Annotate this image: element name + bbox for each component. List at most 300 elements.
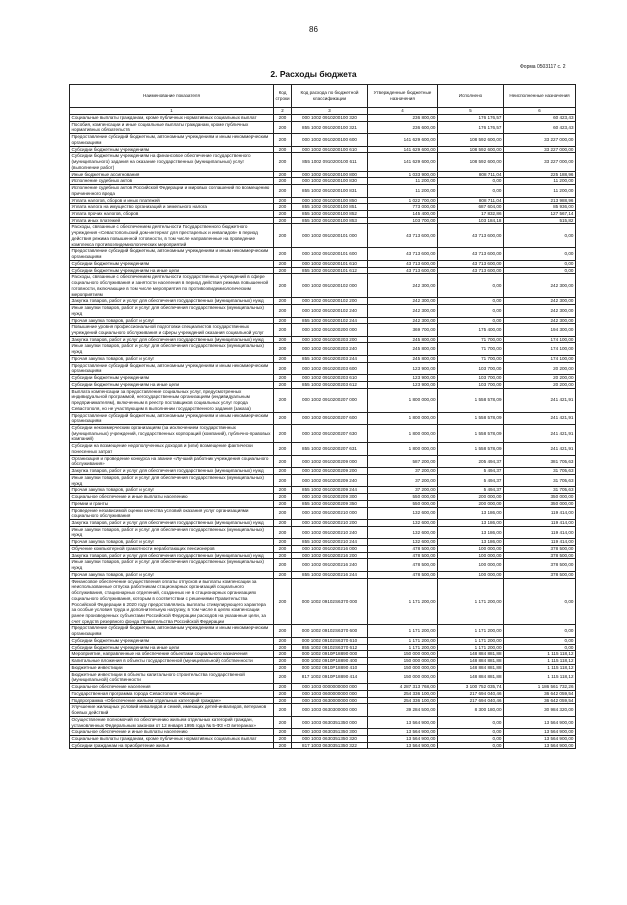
table-row (70, 115, 576, 122)
row-expense-code: 000 1002 0910200101 610 (292, 260, 368, 267)
row-unexecuted: 0,00 (504, 248, 576, 260)
row-unexecuted: 1 115 118,12 (504, 664, 576, 671)
row-name: Субсидии некоммерческим организациям (за исключением государственных (муниципальных) учреждений, государственных корпораций (компаний), публично-правовых компаний) (70, 424, 274, 442)
table-row (70, 487, 576, 494)
row-approved: 103 700,00 (368, 217, 438, 224)
row-name: Социальное обеспечение и иные выплаты населению (70, 494, 274, 501)
row-expense-code: 855 1002 0910200216 244 (292, 571, 368, 578)
row-executed: 200 000,00 (438, 500, 504, 507)
row-name: Иные закупки товаров, работ и услуг для обеспечения государственных (муниципальных) нужд (70, 526, 274, 538)
row-expense-code: 000 1002 0910200210 000 (292, 507, 368, 519)
row-name: Закупка товаров, работ и услуг для обеспечения государственных (муниципальных) нужд (70, 336, 274, 343)
row-approved: 1 022 700,00 (368, 197, 438, 204)
row-approved: 1 171 200,00 (368, 625, 438, 637)
row-name: Предоставление субсидий бюджетным, автономным учреждениям и иным некоммерческим организациям (70, 412, 274, 424)
row-name: Обучение компьютерной грамотности неработающих пенсионеров (70, 545, 274, 552)
row-expense-code: 000 1002 0910200216 200 (292, 552, 368, 559)
table-row (70, 298, 576, 305)
row-line-code: 200 (274, 267, 292, 274)
row-expense-code: 000 1002 0910Р18890 000 (292, 651, 368, 658)
row-line-code: 200 (274, 412, 292, 424)
row-name: Закупка товаров, работ и услуг для обеспечения государственных (муниципальных) нужд (70, 468, 274, 475)
row-executed: 71 700,00 (438, 336, 504, 343)
row-approved: 236 800,00 (368, 115, 438, 122)
row-expense-code: 000 1002 09102S6370 610 (292, 637, 368, 644)
header-expense-code: Код расхода по бюджетной классификации (292, 85, 368, 108)
row-unexecuted: 33 227 000,00 (504, 134, 576, 146)
table-row (70, 552, 576, 559)
row-executed: 8 300 180,00 (438, 704, 504, 716)
row-unexecuted: 194 300,00 (504, 324, 576, 336)
row-expense-code: 000 1002 0910200102 200 (292, 298, 368, 305)
row-unexecuted: 0,00 (504, 260, 576, 267)
row-expense-code: 000 1002 0910200207 600 (292, 412, 368, 424)
row-line-code: 200 (274, 637, 292, 644)
row-executed: 200 000,00 (438, 494, 504, 501)
table-row (70, 494, 576, 501)
row-expense-code: 000 1002 0910200203 610 (292, 375, 368, 382)
row-unexecuted: 0,00 (504, 578, 576, 625)
table-row (70, 217, 576, 224)
row-approved: 150 000 000,00 (368, 658, 438, 665)
table-row (70, 520, 576, 527)
row-approved: 123 900,00 (368, 381, 438, 388)
row-executed: 808 711,04 (438, 197, 504, 204)
row-expense-code: 000 1002 0910200102 000 (292, 274, 368, 298)
row-expense-code: 000 1002 0910200209 000 (292, 455, 368, 467)
row-executed: 100 000,00 (438, 571, 504, 578)
row-unexecuted: 1 186 561 732,26 (504, 684, 576, 691)
table-row (70, 274, 576, 298)
row-name: Закупка товаров, работ и услуг для обеспечения государственных (муниципальных) нужд (70, 552, 274, 559)
header-indicator-name: Наименование показателя (70, 85, 274, 108)
row-line-code: 200 (274, 671, 292, 683)
row-expense-code: 000 1002 0910200100 830 (292, 178, 368, 185)
row-executed: 1 171 200,00 (438, 637, 504, 644)
row-expense-code: 855 1002 0910200203 244 (292, 355, 368, 362)
row-name: Финансовое обеспечение осуществления оплаты отпусков и выплаты компенсации за неиспользованные отпуска работникам стационарных организаций социального обслуживания, стационарных отделений, созданных не в стационарных организациях социального обслуживания, которым в соответствии с решениями Правительства Российской Федерации в 2020 году предоставлялись выплаты стимулирующего характера за особые условия труда и дополнительную нагрузку, в том числе в целях компенсации ранее произведенных субъектами Российской Федерации расходов на указанные цели, за счет средств резервного фонда Правительства Российской Федерации (70, 578, 274, 625)
row-expense-code: 000 1003 0630351350 320 (292, 735, 368, 742)
row-name: Организация и проведение конкурса на звание «Лучший работник учреждения социального обслуживания» (70, 455, 274, 467)
row-unexecuted: 33 227 000,00 (504, 153, 576, 171)
row-expense-code: 000 1002 09102S6370 000 (292, 578, 368, 625)
row-executed: 0,00 (438, 178, 504, 185)
row-approved: 43 713 600,00 (368, 224, 438, 248)
row-approved: 132 600,00 (368, 539, 438, 546)
row-executed: 0,00 (438, 274, 504, 298)
row-unexecuted: 13 564 900,00 (504, 729, 576, 736)
row-line-code: 200 (274, 494, 292, 501)
row-expense-code: 855 1002 0910200100 321 (292, 121, 368, 133)
row-executed: 1 558 578,09 (438, 443, 504, 455)
row-unexecuted: 241 421,91 (504, 443, 576, 455)
row-name: Социальные выплаты гражданам, кроме публичных нормативных социальных выплат (70, 115, 274, 122)
table-row (70, 146, 576, 153)
row-name: Иные бюджетные ассигнования (70, 171, 274, 178)
row-approved: 478 500,00 (368, 545, 438, 552)
row-expense-code: 855 1002 0910200100 851 (292, 204, 368, 211)
row-expense-code: 855 1002 0910200100 852 (292, 211, 368, 218)
row-expense-code: 855 1002 0910200207 631 (292, 443, 368, 455)
row-executed: 5 494,37 (438, 487, 504, 494)
row-approved: 43 713 600,00 (368, 267, 438, 274)
row-name: Иные закупки товаров, работ и услуг для обеспечения государственных (муниципальных) нужд (70, 474, 274, 486)
row-approved: 254 336 100,00 (368, 690, 438, 697)
row-unexecuted: 36 642 059,54 (504, 690, 576, 697)
row-approved: 1 800 000,00 (368, 412, 438, 424)
column-number: 6 (504, 108, 576, 115)
row-executed: 175 400,00 (438, 324, 504, 336)
row-approved: 245 800,00 (368, 336, 438, 343)
row-approved: 550 000,00 (368, 494, 438, 501)
row-name: Бюджетные инвестиции в объекты капитального строительства государственной (муниципальной) собственности (70, 671, 274, 683)
header-unexecuted: Неисполненные назначения (504, 85, 576, 108)
row-name: Субсидии бюджетным учреждениям (70, 260, 274, 267)
row-expense-code: 000 1002 0910200100 610 (292, 146, 368, 153)
row-line-code: 200 (274, 362, 292, 374)
row-approved: 150 000 000,00 (368, 651, 438, 658)
row-unexecuted: 11 200,00 (504, 185, 576, 197)
row-line-code: 200 (274, 424, 292, 442)
row-name: Иные закупки товаров, работ и услуг для обеспечения государственных (муниципальных) нужд (70, 559, 274, 571)
row-line-code: 200 (274, 658, 292, 665)
table-row (70, 248, 576, 260)
row-executed: 1 558 578,09 (438, 388, 504, 412)
row-name: Субсидии бюджетным учреждениям на финансовое обеспечение государственного (муниципального) задания на оказание государственных (муниципальных) услуг (выполнение работ) (70, 153, 274, 171)
row-line-code: 200 (274, 704, 292, 716)
row-approved: 1 800 000,00 (368, 388, 438, 412)
row-approved: 37 200,00 (368, 474, 438, 486)
row-name: Социальное обеспечение и иные выплаты населению (70, 729, 274, 736)
row-expense-code: 000 1002 0910200210 240 (292, 526, 368, 538)
table-row (70, 637, 576, 644)
table-row (70, 559, 576, 571)
row-unexecuted: 119 414,00 (504, 526, 576, 538)
row-unexecuted: 31 705,63 (504, 468, 576, 475)
row-line-code: 200 (274, 211, 292, 218)
expenses-table (69, 84, 576, 749)
row-approved: 587 200,00 (368, 455, 438, 467)
row-approved: 1 171 200,00 (368, 578, 438, 625)
table-row (70, 664, 576, 671)
row-line-code: 200 (274, 260, 292, 267)
table-row (70, 735, 576, 742)
row-line-code: 200 (274, 324, 292, 336)
row-approved: 11 200,00 (368, 178, 438, 185)
row-unexecuted: 378 500,00 (504, 559, 576, 571)
row-name: Социальное обеспечение населения (70, 684, 274, 691)
column-number: 3 (292, 108, 368, 115)
row-approved: 150 000 000,00 (368, 671, 438, 683)
row-unexecuted: 119 414,00 (504, 520, 576, 527)
row-name: Субсидии бюджетным учреждениям на иные цели (70, 267, 274, 274)
table-row (70, 211, 576, 218)
table-row (70, 362, 576, 374)
table-row (70, 178, 576, 185)
table-body (70, 115, 576, 749)
column-number: 5 (438, 108, 504, 115)
row-expense-code: 817 1002 0910Р18890 414 (292, 671, 368, 683)
row-approved: 254 336 100,00 (368, 697, 438, 704)
row-unexecuted: 0,00 (504, 267, 576, 274)
table-row (70, 571, 576, 578)
row-approved: 150 000 000,00 (368, 664, 438, 671)
row-line-code: 200 (274, 197, 292, 204)
row-approved: 1 800 000,00 (368, 424, 438, 442)
row-executed: 103 700,00 (438, 381, 504, 388)
row-executed: 148 884 881,88 (438, 651, 504, 658)
row-name: Предоставление субсидий бюджетным, автономным учреждениям и иным некоммерческим организациям (70, 625, 274, 637)
row-name: Иные закупки товаров, работ и услуг для обеспечения государственных (муниципальных) нужд (70, 305, 274, 317)
row-unexecuted: 119 414,00 (504, 539, 576, 546)
row-executed: 103 700,00 (438, 375, 504, 382)
table-row (70, 153, 576, 171)
row-line-code: 200 (274, 381, 292, 388)
table-row (70, 651, 576, 658)
row-expense-code: 000 1002 0910Р18890 400 (292, 658, 368, 665)
row-line-code: 200 (274, 305, 292, 317)
row-expense-code: 855 1002 0910200209 244 (292, 487, 368, 494)
row-expense-code: 000 1003 0600000000 000 (292, 690, 368, 697)
row-expense-code: 000 1002 09102S6370 600 (292, 625, 368, 637)
row-executed: 103 184,18 (438, 217, 504, 224)
row-expense-code: 000 1002 0910200100 800 (292, 171, 368, 178)
row-name: Исполнение судебных актов (70, 178, 274, 185)
row-unexecuted: 378 500,00 (504, 552, 576, 559)
row-executed: 217 694 040,46 (438, 697, 504, 704)
row-expense-code: 000 1002 0910200100 600 (292, 134, 368, 146)
row-approved: 37 200,00 (368, 487, 438, 494)
row-line-code: 200 (274, 500, 292, 507)
row-name: Выплата компенсации за предоставление социальных услуг, предусмотренных индивидуальной программой, негосударственным организациям (индивидуальным предпринимателям), включенным в реестр поставщиков социальных услуг города Севастополя, но не участвующим в выполнении государственного задания (заказа) (70, 388, 274, 412)
row-executed: 13 186,00 (438, 526, 504, 538)
row-line-code: 200 (274, 729, 292, 736)
row-approved: 132 600,00 (368, 520, 438, 527)
table-row (70, 671, 576, 683)
table-row (70, 412, 576, 424)
row-approved: 145 400,00 (368, 211, 438, 218)
row-name: Государственная программа города Севастополя «Жилище» (70, 690, 274, 697)
row-unexecuted: 11 200,00 (504, 178, 576, 185)
row-expense-code: 000 1002 0910200101 000 (292, 224, 368, 248)
row-line-code: 200 (274, 684, 292, 691)
row-name: Субсидии на возмещение недополученных доходов и (или) возмещение фактически понесенных затрат (70, 443, 274, 455)
table-row (70, 355, 576, 362)
row-name: Уплата прочих налогов, сборов (70, 211, 274, 218)
row-line-code: 200 (274, 690, 292, 697)
row-executed: 103 700,00 (438, 362, 504, 374)
row-unexecuted: 378 500,00 (504, 571, 576, 578)
row-line-code: 200 (274, 735, 292, 742)
header-row (70, 85, 576, 108)
column-number: 4 (368, 108, 438, 115)
row-executed: 71 700,00 (438, 343, 504, 355)
table-row (70, 388, 576, 412)
row-name: Подпрограмма «Обеспечение жильем отдельных категорий граждан» (70, 697, 274, 704)
row-unexecuted: 213 988,96 (504, 197, 576, 204)
row-name: Прочая закупка товаров, работ и услуг (70, 317, 274, 324)
table-row (70, 224, 576, 248)
row-executed: 100 000,00 (438, 552, 504, 559)
row-executed: 100 000,00 (438, 559, 504, 571)
row-approved: 242 300,00 (368, 317, 438, 324)
row-executed: 43 713 600,00 (438, 224, 504, 248)
table-row (70, 690, 576, 697)
table-row (70, 742, 576, 749)
row-name: Исполнение судебных актов Российской Федерации и мировых соглашений по возмещению причиненного вреда (70, 185, 274, 197)
row-line-code: 200 (274, 224, 292, 248)
row-name: Прочая закупка товаров, работ и услуг (70, 487, 274, 494)
row-name: Пособия, компенсации и иные социальные выплаты гражданам, кроме публичных нормативных обязательств (70, 121, 274, 133)
table-row (70, 545, 576, 552)
row-unexecuted: 241 421,91 (504, 412, 576, 424)
table-row (70, 267, 576, 274)
row-line-code: 200 (274, 571, 292, 578)
row-unexecuted: 242 300,00 (504, 305, 576, 317)
form-label: Форма 0503117 с. 2 (520, 64, 566, 70)
row-name: Субсидии бюджетным учреждениям (70, 637, 274, 644)
header-line-code: Код строки (274, 85, 292, 108)
row-line-code: 200 (274, 375, 292, 382)
row-unexecuted: 241 421,91 (504, 424, 576, 442)
row-unexecuted: 350 000,00 (504, 500, 576, 507)
row-unexecuted: 0,00 (504, 644, 576, 651)
row-name: Прочая закупка товаров, работ и услуг (70, 539, 274, 546)
expenses-table-wrapper (69, 84, 575, 749)
row-approved: 550 000,00 (368, 500, 438, 507)
row-executed: 43 713 600,00 (438, 267, 504, 274)
table-row (70, 336, 576, 343)
row-expense-code: 000 1002 0910200209 300 (292, 494, 368, 501)
row-unexecuted: 378 500,00 (504, 545, 576, 552)
row-approved: 1 171 200,00 (368, 637, 438, 644)
row-name: Субсидии бюджетным учреждениям (70, 375, 274, 382)
row-unexecuted: 174 100,00 (504, 343, 576, 355)
row-name: Проведение независимой оценки качества условий оказания услуг организациями социального обслуживания (70, 507, 274, 519)
row-line-code: 200 (274, 455, 292, 467)
table-row (70, 526, 576, 538)
row-line-code: 200 (274, 204, 292, 211)
table-row (70, 305, 576, 317)
row-expense-code: 000 1002 0910200207 630 (292, 424, 368, 442)
row-line-code: 200 (274, 552, 292, 559)
row-name: Субсидии гражданам на приобретение жилья (70, 742, 274, 749)
row-expense-code: 000 1002 0910200100 320 (292, 115, 368, 122)
row-executed: 0,00 (438, 317, 504, 324)
row-line-code: 200 (274, 443, 292, 455)
row-executed: 687 604,00 (438, 204, 504, 211)
row-unexecuted: 31 705,63 (504, 474, 576, 486)
row-name: Прочая закупка товаров, работ и услуг (70, 355, 274, 362)
row-name: Капитальные вложения в объекты государственной (муниципальной) собственности (70, 658, 274, 665)
row-line-code: 200 (274, 178, 292, 185)
row-executed: 13 186,00 (438, 507, 504, 519)
row-executed: 5 494,37 (438, 468, 504, 475)
row-expense-code: 000 1002 0910200100 850 (292, 197, 368, 204)
row-approved: 242 300,00 (368, 274, 438, 298)
row-name: Уплата иных платежей (70, 217, 274, 224)
row-name: Премии и гранты (70, 500, 274, 507)
page-number: 86 (309, 25, 318, 34)
row-expense-code: 000 1003 0630000000 000 (292, 697, 368, 704)
row-unexecuted: 20 200,00 (504, 362, 576, 374)
row-unexecuted: 225 188,96 (504, 171, 576, 178)
row-executed: 100 000,00 (438, 545, 504, 552)
row-approved: 478 500,00 (368, 571, 438, 578)
table-row (70, 375, 576, 382)
row-unexecuted: 242 300,00 (504, 317, 576, 324)
row-expense-code: 000 1002 0910200102 240 (292, 305, 368, 317)
row-executed: 13 186,00 (438, 520, 504, 527)
row-executed: 0,00 (438, 742, 504, 749)
row-approved: 141 629 600,00 (368, 146, 438, 153)
row-unexecuted: 31 705,63 (504, 487, 576, 494)
row-line-code: 200 (274, 559, 292, 571)
row-expense-code: 855 1002 0910200100 611 (292, 153, 368, 171)
row-executed: 108 592 600,00 (438, 153, 504, 171)
row-line-code: 200 (274, 578, 292, 625)
row-line-code: 200 (274, 298, 292, 305)
table-row (70, 644, 576, 651)
row-unexecuted: 1 115 118,12 (504, 671, 576, 683)
table-row (70, 134, 576, 146)
row-executed: 1 558 578,09 (438, 424, 504, 442)
row-executed: 1 558 578,09 (438, 412, 504, 424)
row-unexecuted: 242 300,00 (504, 274, 576, 298)
row-unexecuted: 20 200,00 (504, 381, 576, 388)
row-unexecuted: 30 984 320,00 (504, 704, 576, 716)
row-unexecuted: 0,00 (504, 637, 576, 644)
row-executed: 0,00 (438, 185, 504, 197)
row-line-code: 200 (274, 644, 292, 651)
row-unexecuted: 1 115 118,12 (504, 651, 576, 658)
row-approved: 37 200,00 (368, 468, 438, 475)
table-row (70, 317, 576, 324)
row-line-code: 200 (274, 121, 292, 133)
row-approved: 141 629 600,00 (368, 153, 438, 171)
row-approved: 1 800 000,00 (368, 443, 438, 455)
row-executed: 0,00 (438, 729, 504, 736)
table-row (70, 171, 576, 178)
row-approved: 245 800,00 (368, 343, 438, 355)
row-name: Прочая закупка товаров, работ и услуг (70, 571, 274, 578)
row-line-code: 200 (274, 388, 292, 412)
row-executed: 43 713 600,00 (438, 260, 504, 267)
row-name: Иные закупки товаров, работ и услуг для обеспечения государственных (муниципальных) нужд (70, 343, 274, 355)
header-executed: Исполнено (438, 85, 504, 108)
row-approved: 242 300,00 (368, 298, 438, 305)
row-expense-code: 855 1002 0910200203 612 (292, 381, 368, 388)
row-expense-code: 000 1002 0910200200 000 (292, 324, 368, 336)
row-expense-code: 000 1003 0630351350 000 (292, 716, 368, 728)
row-unexecuted: 241 421,91 (504, 388, 576, 412)
row-expense-code: 000 1002 0910200209 200 (292, 468, 368, 475)
row-approved: 13 564 900,00 (368, 729, 438, 736)
row-line-code: 200 (274, 526, 292, 538)
row-expense-code: 000 1002 0910200101 600 (292, 248, 368, 260)
row-expense-code: 000 1003 0630351350 300 (292, 729, 368, 736)
row-approved: 369 700,00 (368, 324, 438, 336)
row-executed: 13 186,00 (438, 539, 504, 546)
row-approved: 1 171 200,00 (368, 644, 438, 651)
row-line-code: 200 (274, 317, 292, 324)
row-line-code: 200 (274, 487, 292, 494)
row-expense-code: 000 1003 0000000000 000 (292, 684, 368, 691)
column-number: 1 (70, 108, 274, 115)
row-line-code: 200 (274, 651, 292, 658)
row-expense-code: 000 1002 0910200209 240 (292, 474, 368, 486)
row-name: Предоставление субсидий бюджетным, автономным учреждениям и иным некоммерческим организациям (70, 248, 274, 260)
